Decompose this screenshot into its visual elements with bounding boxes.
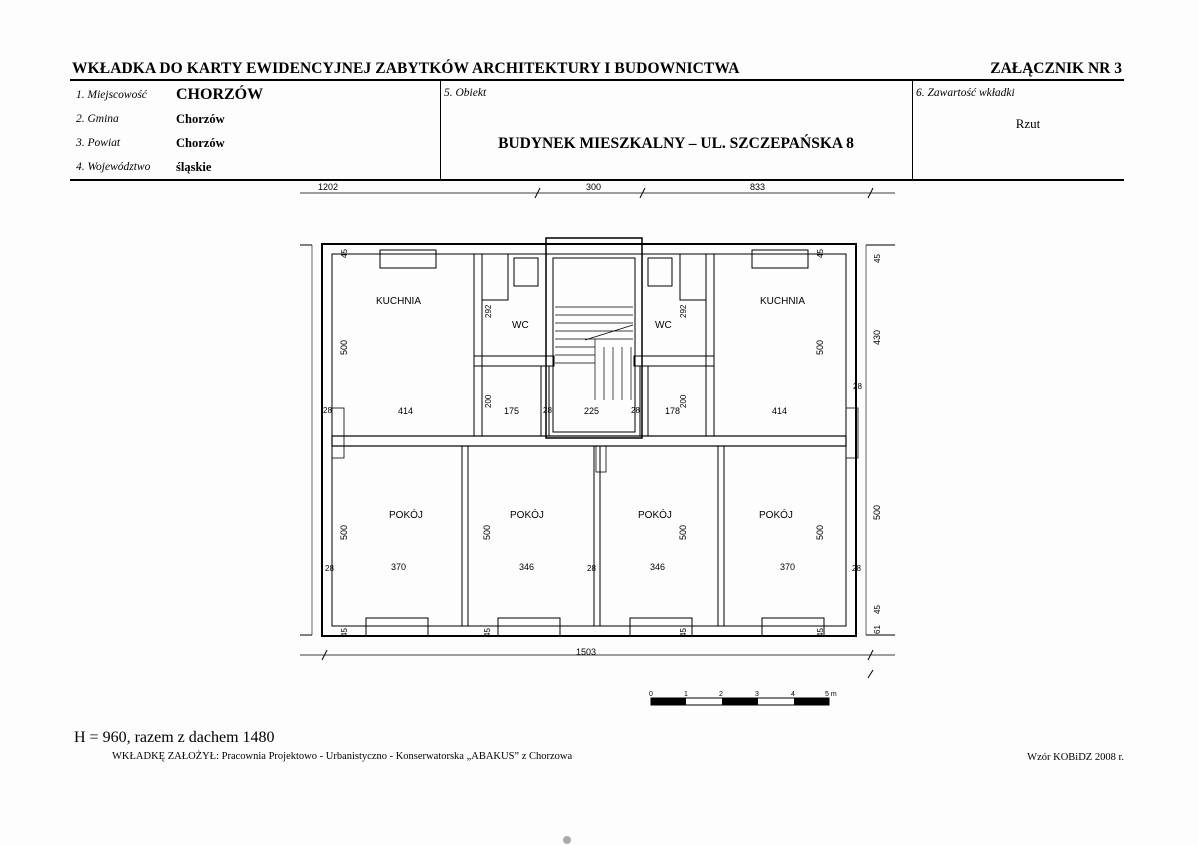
header-divider-left — [440, 81, 441, 179]
dim-45-h: 45 — [873, 605, 882, 614]
dim-414-right: 414 — [772, 406, 788, 416]
top-dim-right: 833 — [750, 182, 766, 192]
scale-bar — [651, 698, 829, 705]
dim-45-b: 45 — [816, 249, 825, 258]
scale-0: 0 — [649, 691, 653, 698]
field-value-commune: Chorzów — [176, 112, 225, 126]
dim-28-e: 28 — [325, 564, 334, 573]
dim-500-kitchen-right: 500 — [815, 339, 825, 355]
bottom-dim: 1503 — [576, 647, 597, 657]
header-top-rule — [70, 79, 1124, 81]
top-dim-mid: 300 — [586, 182, 602, 192]
dim-346-left: 346 — [519, 562, 535, 572]
prepared-by: WKŁADKĘ ZAŁOŻYŁ: Pracownia Projektowo - Urbanistyczno - Konserwatorska „ABAKUS” z Chorzowa — [112, 751, 573, 762]
dim-28-f: 28 — [587, 564, 596, 573]
scale-5: 5 m — [825, 691, 837, 698]
dim-225: 225 — [584, 406, 600, 416]
dim-200-right: 200 — [679, 394, 688, 408]
field-value-voivodeship: śląskie — [176, 160, 212, 174]
dim-28-g: 28 — [852, 564, 861, 573]
room-label-wc-right: WC — [655, 320, 672, 331]
dim-61: 61 — [873, 625, 882, 634]
dim-292-left: 292 — [484, 304, 493, 318]
field-label-voivodeship: 4. Województwo — [76, 161, 151, 173]
dim-45-e: 45 — [483, 628, 492, 637]
room-label-room-1: POKÓJ — [389, 510, 423, 521]
room-label-kitchen-left: KUCHNIA — [376, 296, 422, 307]
field-value-county: Chorzów — [176, 136, 225, 150]
top-dim-left: 1202 — [318, 182, 339, 192]
contents-label: 6. Zawartość wkładki — [916, 87, 1015, 99]
dim-500-room-2: 500 — [482, 524, 492, 540]
dim-500-room-3: 500 — [678, 524, 688, 540]
dim-414-left: 414 — [398, 406, 414, 416]
dim-200-left: 200 — [484, 394, 493, 408]
room-label-kitchen-right: KUCHNIA — [760, 296, 806, 307]
dim-28-c: 28 — [631, 406, 640, 415]
dim-500-outer-right: 500 — [872, 504, 882, 520]
scan-mark — [563, 836, 571, 844]
field-label-locality: 1. Miejscowość — [76, 89, 147, 101]
annex-number: ZAŁĄCZNIK NR 3 — [990, 60, 1122, 77]
dim-45-d: 45 — [340, 628, 349, 637]
scale-1: 1 — [684, 691, 688, 698]
room-label-wc-left: WC — [512, 320, 529, 331]
dim-370-right: 370 — [780, 562, 796, 572]
dim-28-a: 28 — [323, 406, 332, 415]
height-note: H = 960, razem z dachem 1480 — [74, 729, 275, 746]
scale-2: 2 — [719, 691, 723, 698]
dim-45-f: 45 — [679, 628, 688, 637]
dim-500-room-1: 500 — [339, 524, 349, 540]
field-label-county: 3. Powiat — [76, 137, 121, 149]
field-label-commune: 2. Gmina — [76, 113, 119, 125]
floor-plan — [298, 180, 900, 710]
dim-430: 430 — [872, 329, 882, 345]
dim-45-a: 45 — [340, 249, 349, 258]
document-title: WKŁADKA DO KARTY EWIDENCYJNEJ ZABYTKÓW ARCHITEKTURY I BUDOWNICTWA — [72, 60, 740, 77]
dim-370-left: 370 — [391, 562, 407, 572]
template-version: Wzór KOBiDZ 2008 r. — [1027, 752, 1124, 763]
dim-500-room-4: 500 — [815, 524, 825, 540]
dim-175: 175 — [504, 406, 520, 416]
object-value: BUDYNEK MIESZKALNY – UL. SZCZEPAŃSKA 8 — [498, 135, 854, 152]
dim-45-c: 45 — [873, 254, 882, 263]
field-value-locality: CHORZÓW — [176, 86, 264, 103]
dim-28-d: 28 — [853, 382, 862, 391]
dim-178: 178 — [665, 406, 681, 416]
contents-value: Rzut — [1015, 116, 1041, 131]
dim-292-right: 292 — [679, 304, 688, 318]
room-label-room-4: POKÓJ — [759, 510, 793, 521]
scale-3: 3 — [755, 691, 759, 698]
scale-4: 4 — [791, 691, 795, 698]
dim-45-g: 45 — [816, 628, 825, 637]
dim-346-right: 346 — [650, 562, 666, 572]
dim-500-kitchen-left: 500 — [339, 339, 349, 355]
room-label-room-2: POKÓJ — [510, 510, 544, 521]
dim-28-b: 28 — [543, 406, 552, 415]
room-label-room-3: POKÓJ — [638, 510, 672, 521]
object-label: 5. Obiekt — [444, 87, 487, 99]
